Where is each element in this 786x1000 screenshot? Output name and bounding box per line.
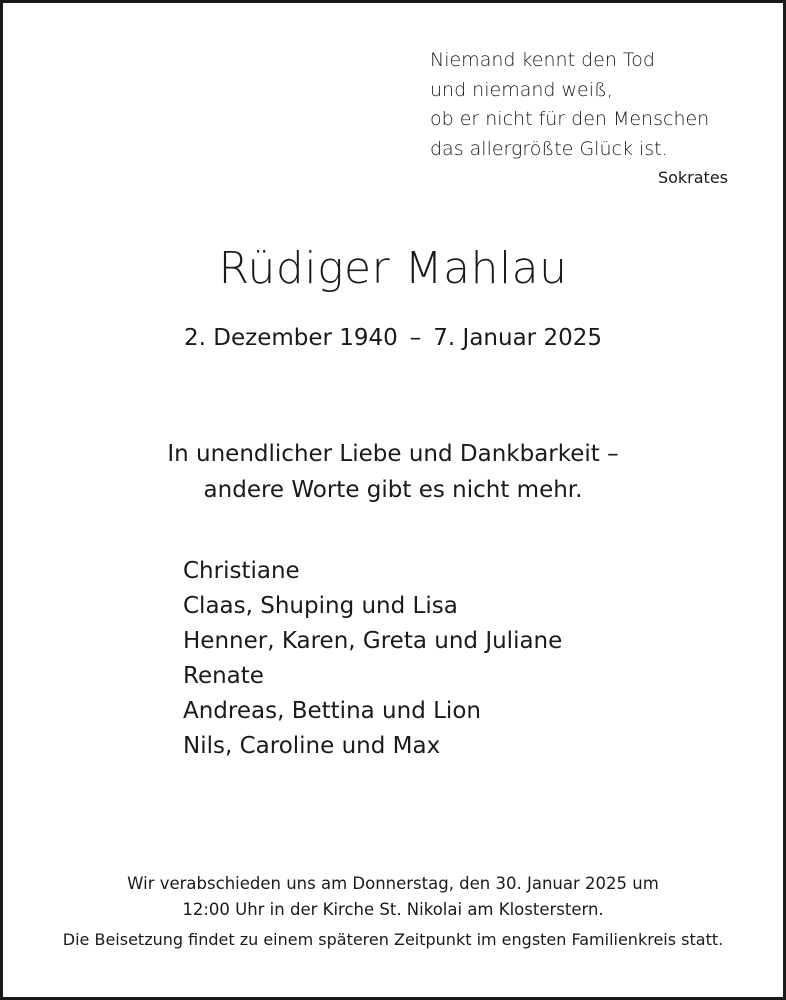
mourner-entry: Renate bbox=[183, 663, 264, 689]
mourners-list bbox=[183, 554, 562, 764]
service-notice bbox=[0, 871, 786, 923]
service-line: 12:00 Uhr in der Kirche St. Nikolai am Klosterstern. bbox=[182, 900, 604, 919]
mourner-entry: Andreas, Bettina und Lion bbox=[183, 698, 481, 724]
deceased-name: Rüdiger Mahlau bbox=[218, 243, 568, 294]
burial-notice: Die Beisetzung findet zu einem späteren Zeitpunkt im engsten Familienkreis statt. bbox=[62, 930, 724, 949]
quote-line: ob er nicht für den Menschen bbox=[430, 108, 710, 130]
epigraph-quote bbox=[430, 46, 730, 164]
quote-line: und niemand weiß, bbox=[430, 78, 613, 101]
service-line: Wir verabschieden uns am Donnerstag, den 30. Januar 2025 um bbox=[127, 874, 659, 893]
dedication-line: andere Worte gibt es nicht mehr. bbox=[203, 477, 583, 503]
birth-date: 2. Dezember 1940 bbox=[184, 325, 398, 351]
quote-line: Niemand kennt den Tod bbox=[430, 49, 655, 71]
mourner-entry: Claas, Shuping und Lisa bbox=[183, 593, 458, 619]
date-separator: – bbox=[409, 325, 422, 351]
quote-line: das allergrößte Glück ist. bbox=[430, 137, 668, 160]
mourner-entry: Henner, Karen, Greta und Juliane bbox=[183, 628, 563, 654]
dedication-line: In unendlicher Liebe und Dankbarkeit – bbox=[167, 441, 619, 467]
life-dates bbox=[0, 325, 786, 351]
quote-author: Sokrates bbox=[657, 168, 728, 187]
death-date: 7. Januar 2025 bbox=[433, 325, 602, 351]
mourner-entry: Nils, Caroline und Max bbox=[183, 733, 441, 759]
mourner-entry: Christiane bbox=[183, 558, 300, 584]
dedication-text bbox=[0, 436, 786, 508]
